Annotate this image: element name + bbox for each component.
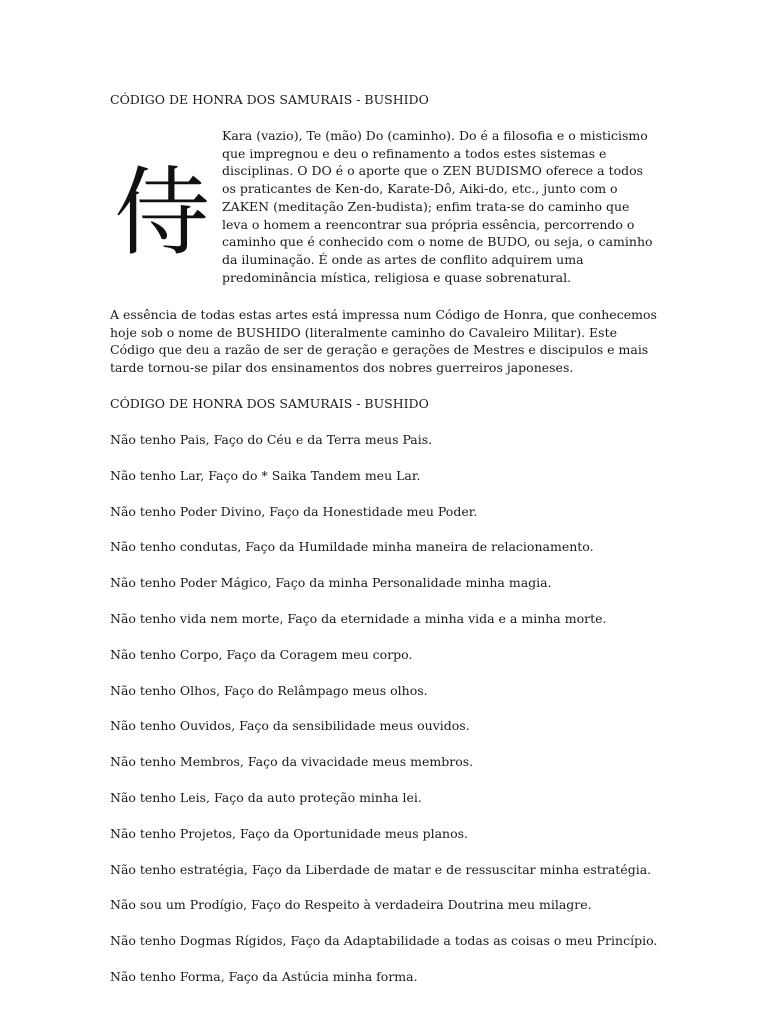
code-line: Não tenho Membros, Faço da vivacidade meus membros.: [110, 754, 474, 770]
samurai-kanji: 侍: [114, 157, 210, 269]
code-line: Não sou um Prodígio, Faço do Respeito à verdadeira Doutrina meu milagre.: [110, 897, 592, 913]
code-line: Não tenho Projetos, Faço da Oportunidade meus planos.: [110, 825, 469, 841]
code-line: Não tenho Poder Mágico, Faço da minha Personalidade minha magia.: [110, 575, 552, 591]
code-line: Não tenho Leis, Faço da auto proteção minha lei.: [110, 789, 422, 805]
intro-line: Kara (vazio), Te (mão) Do (caminho). Do é a filosofia e o misticismo: [222, 128, 648, 143]
code-line: Não tenho Corpo, Faço da Coragem meu corpo.: [110, 646, 413, 662]
code-line: Não tenho Lar, Faço do * Saika Tandem meu Lar.: [110, 467, 421, 483]
paragraph-line: A essência de todas estas artes está impressa num Código de Honra, que conhecemos: [110, 307, 657, 322]
intro-line: da iluminação. É onde as artes de conflito adquirem uma: [222, 251, 584, 267]
intro-line: disciplinas. O DO é o aporte que o ZEN BUDISMO oferece a todos: [222, 163, 644, 179]
code-line: Não tenho Poder Divino, Faço da Honestidade meu Poder.: [110, 503, 478, 519]
code-line: Não tenho Dogmas Rígidos, Faço da Adaptabilidade a todas as coisas o meu Princípio.: [110, 933, 658, 949]
paragraph-line: Código que deu a razão de ser de geração e gerações de Mestres e discipulos e mais: [110, 342, 649, 358]
paragraph-line: tarde tornou-se pilar dos ensinamentos dos nobres guerreiros japoneses.: [110, 360, 574, 376]
intro-paragraph: [222, 127, 662, 286]
intro-line: leva o homem a reencontrar sua própria essência, percorrendo o: [222, 216, 635, 232]
intro-line: que impregnou e deu o refinamento a todos estes sistemas e: [222, 145, 607, 161]
code-line: Não tenho vida nem morte, Faço da eternidade a minha vida e a minha morte.: [110, 610, 607, 626]
essence-paragraph: [110, 306, 670, 377]
intro-line: ZAKEN (meditação Zen-budista); enfim trata-se do caminho que: [222, 198, 630, 214]
intro-line: predominância mística, religiosa e quase sobrenatural.: [222, 269, 572, 285]
code-list: [110, 432, 710, 1005]
section-title: CÓDIGO DE HONRA DOS SAMURAIS - BUSHIDO: [110, 396, 429, 411]
intro-line: os praticantes de Ken-do, Karate-Dô, Aiki-do, etc., junto com o: [222, 181, 618, 197]
code-line: Não tenho Pais, Faço do Céu e da Terra meus Pais.: [110, 432, 433, 447]
paragraph-line: hoje sob o nome de BUSHIDO (literalmente caminho do Cavaleiro Militar). Este: [110, 324, 618, 340]
document-title: CÓDIGO DE HONRA DOS SAMURAIS - BUSHIDO: [110, 92, 429, 107]
code-line: Não tenho Olhos, Faço do Relâmpago meus olhos.: [110, 682, 428, 698]
code-line: Não tenho condutas, Faço da Humildade minha maneira de relacionamento.: [110, 539, 594, 555]
intro-line: caminho que é conhecido com o nome de BUDO, ou seja, o caminho: [222, 234, 653, 250]
code-line: Não tenho Forma, Faço da Astúcia minha forma.: [110, 968, 418, 984]
code-line: Não tenho Ouvidos, Faço da sensibilidade meus ouvidos.: [110, 718, 470, 734]
code-line: Não tenho estratégia, Faço da Liberdade de matar e de ressuscitar minha estratégia.: [110, 861, 652, 877]
